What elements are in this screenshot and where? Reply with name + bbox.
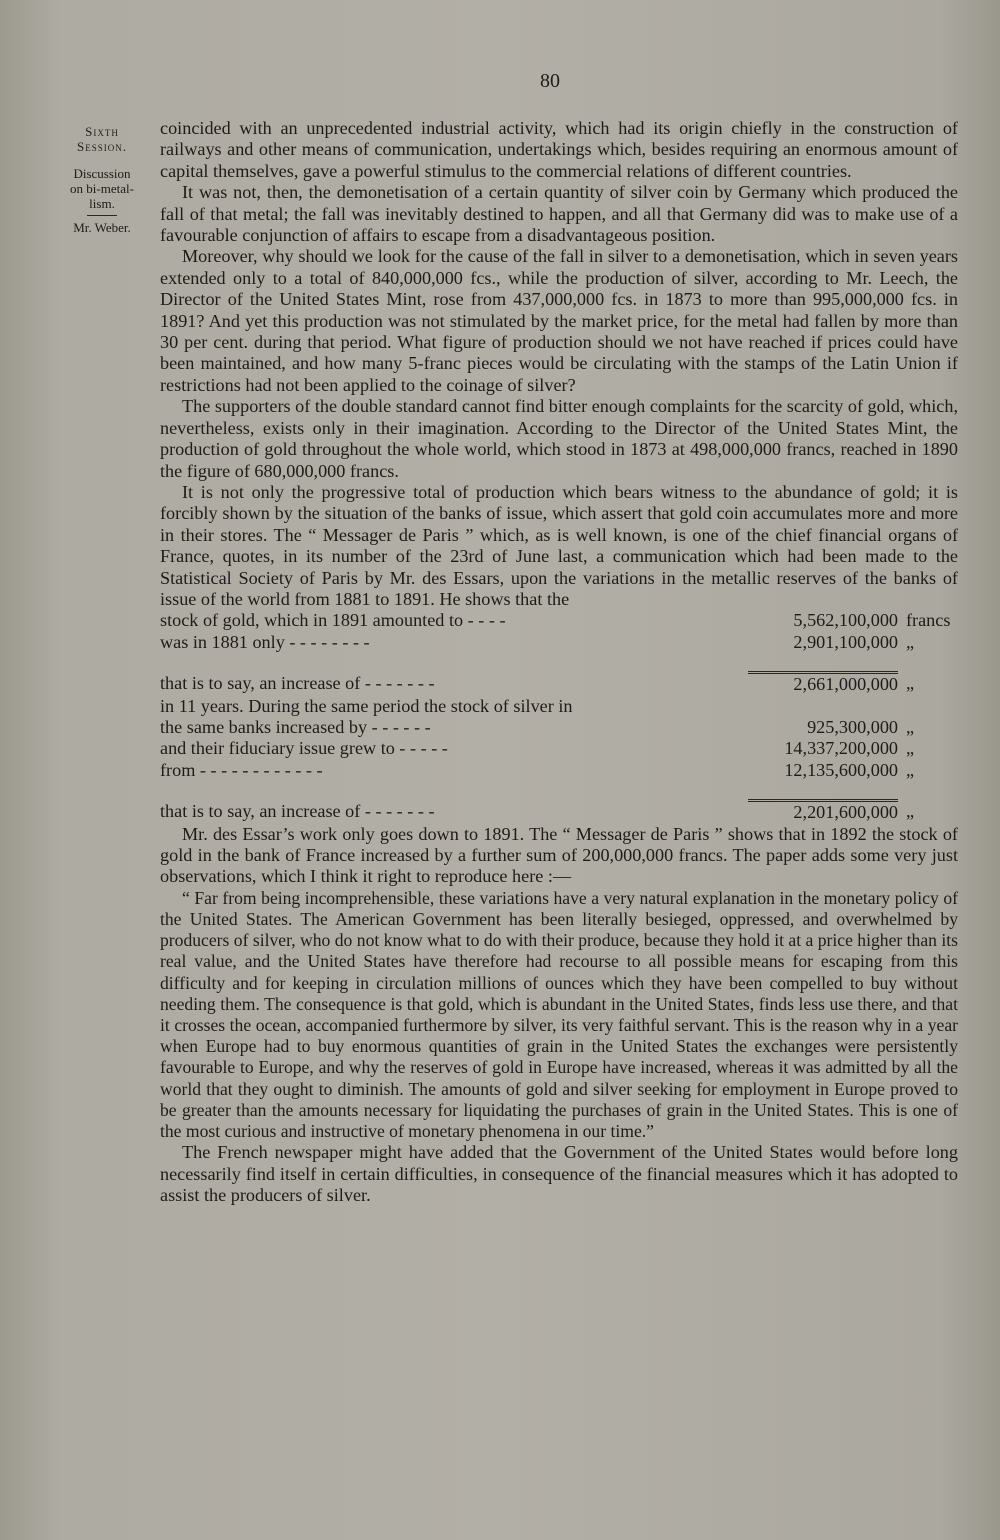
table-row-desc: stock of gold, which in 1891 amounted to - - - - [160,610,506,631]
table-row-desc: in 11 years. During the same period the stock of silver in [160,695,573,716]
table-row [160,696,958,717]
table-row-unit: „ [906,716,915,737]
table-row-unit: „ [906,759,915,780]
table-row [160,801,958,824]
table-row-desc: the same banks increased by - - - - - - [160,716,431,737]
margin-note-session-line1: Sixth [85,124,119,139]
margin-note-topic-line3: lism. [89,196,115,211]
table-row [160,717,958,738]
paragraph-4: The supporters of the double standard cannot find bitter enough complaints for the scarcity of gold, which, nevertheless, exists only in their imagination. According to the Director of the United States Mint, the production of gold throughout the whole world, which stood in 1873 at 498,000,000 francs, reached in 1890 the figure of 680,000,000 francs. [160,396,958,481]
table-row-unit: francs [906,610,951,631]
table-row [160,760,958,781]
paragraph-2: It was not, then, the demonetisation of a certain quantity of silver coin by Germany which produced the fall of that metal; the fall was inevitably destined to happen, and all that Germany did was to make use of a favourable conjunction of affairs to escape from a disadvantageous position. [160,182,958,246]
table-row-value: 2,201,600,000 [748,801,898,824]
margin-note-rule [87,215,117,216]
page-number: 80 [540,70,560,92]
margin-note-topic-line2: on bi-metal- [70,181,134,196]
table-row [160,738,958,759]
margin-note-topic-line1: Discussion [73,166,131,181]
table-row-unit: „ [906,672,915,693]
paragraph-1: coincided with an unprecedented industrial activity, which had its origin chiefly in the construction of railways and other means of communication, undertakings which, besides requiring an enormous amount of capital themselves, gave a powerful stimulus to the commercial relations of different countries. [160,118,958,181]
table-row-unit: „ [906,800,915,821]
table-spacer [160,781,958,801]
table-row-desc: and their fiduciary issue grew to - - - - - [160,738,448,759]
table-spacer [160,653,958,673]
table-row [160,632,958,653]
reserves-table [160,610,958,823]
body-text [160,118,958,1206]
table-row [160,673,958,696]
table-row-value: 2,661,000,000 [748,673,898,696]
paragraph-3: Moreover, why should we look for the cause of the fall in silver to a demonetisation, which in seven years extended only to a total of 840,000,000 fcs., while the production of silver, according to Mr. Leech, the Director of the United States Mint, rose from 437,000,000 fcs. in 1873 to more than 995,000,000 fcs. in 1891? And yet this production was not stimulated by the market price, for the metal had fallen by more than 30 per cent. during that period. What figure of production should we not have reached if prices could have been maintained, and how many 5-franc pieces would be circulating with the stamps of the Latin Union if restrictions had not been applied to the coinage of silver? [160,246,958,395]
table-row-value: 5,562,100,000 [793,610,898,631]
margin-notes [48,124,156,235]
table-row-value: 14,337,200,000 [784,738,898,759]
paragraph-5: It is not only the progressive total of production which bears witness to the abundance of gold; it is forcibly shown by the situation of the banks of issue, which assert that gold coin accumulates more and more in their stores. The “ Messager de Paris ” which, as is well known, is one of the chief financial organs of France, quotes, in its number of the 23rd of June last, a communication which had been made to the Statistical Society of Paris by Mr. des Essars, upon the variations in the metallic reserves of the banks of issue of the world from 1881 to 1891. He shows that the [160,481,958,609]
table-row-value: 925,300,000 [807,716,898,737]
table-row-value: 2,901,100,000 [793,631,898,652]
margin-note-speaker: Mr. Weber. [73,220,131,235]
margin-note-gap [48,154,156,166]
margin-note-session-line2: Session. [77,139,127,154]
block-quote: “ Far from being incomprehensible, these variations have a very natural explanation in the monetary policy of the United States. The American Government has been literally besieged, oppressed, and overwhelmed by producers of silver, who do not know what to do with their produce, because they hold it at a price higher than its real value, and the United States have therefore had recourse to all possible means for escaping from this difficulty and for keeping in circulation millions of ounces which they have been compelled to buy without needing them. The consequence is that gold, which is abundant in the United States, finds less use there, and that it crosses the ocean, accompanied furthermore by silver, its very faithful servant. This is the reason why in a year when Europe had to buy enormous quantities of grain in the United States the exchanges were persistently favourable to Europe, and why the reserves of gold in Europe have increased, whereas it was admitted by all the world that they ought to diminish. The amounts of gold and silver seeking for employment in Europe proved to be greater than the amounts necessary for liquidating the purchases of grain in the United States. This is one of the most curious and instructive of monetary phenomena in our time.” [160,887,958,1142]
paragraph-7: The French newspaper might have added that the Government of the United States would before long necessarily find itself in certain difficulties, in consequence of the financial measures which it has adopted to assist the producers of silver. [160,1142,958,1206]
paragraph-6: Mr. des Essar’s work only goes down to 1891. The “ Messager de Paris ” shows that in 1892 the stock of gold in the bank of France increased by a further sum of 200,000,000 francs. The paper adds some very just observations, which I think it right to reproduce here :— [160,823,958,887]
table-row-unit: „ [906,631,915,652]
table-row [160,610,958,631]
table-row-unit: „ [906,738,915,759]
table-row-desc: that is to say, an increase of - - - - - - - [160,800,435,821]
table-row-desc: from - - - - - - - - - - - - [160,759,323,780]
table-row-desc: that is to say, an increase of - - - - - - - [160,672,435,693]
table-row-value: 12,135,600,000 [784,759,898,780]
table-row-desc: was in 1881 only - - - - - - - - [160,631,370,652]
